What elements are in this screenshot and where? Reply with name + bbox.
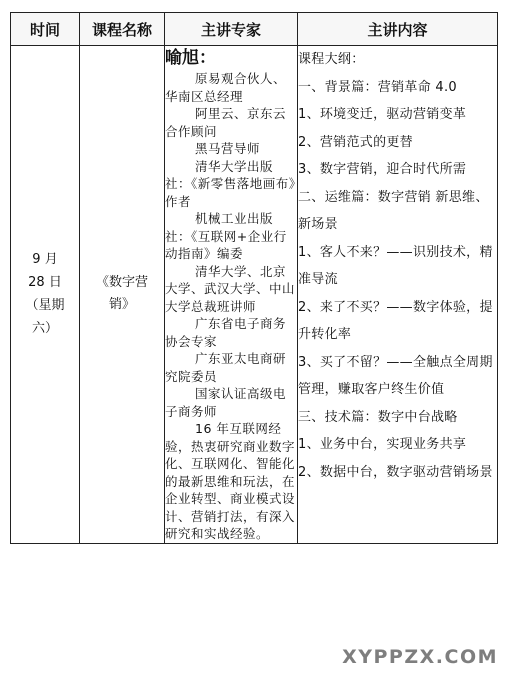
outline-line: 2、来了不买？——数字体验，提升转化率 (298, 299, 493, 342)
header-row (11, 13, 498, 46)
expert-bio-line: 清华大学、北京大学、武汉大学、中山大学总裁班讲师 (165, 263, 296, 314)
expert-bio-line: 16 年互联网经验，热衷研究商业数字化、互联网化、智能化的最新思维和玩法，在企业转型、商业模式设计、营销打法，有深入研究和实战经验。 (165, 421, 296, 541)
schedule-table (10, 12, 498, 544)
course-name-line: 《数字营 (95, 275, 148, 291)
header-content: 主讲内容 (298, 13, 498, 46)
time-line: 六） (31, 321, 58, 337)
table-row (11, 46, 498, 544)
outline-line: 2、营销范式的更替 (298, 134, 413, 150)
course-name-cell (80, 46, 165, 544)
time-line: （星期 (25, 298, 65, 314)
outline-line: 1、业务中台，实现业务共享 (298, 437, 467, 452)
expert-bio-line: 广东亚太电商研究院委员 (165, 351, 287, 384)
watermark: XYPPZX.COM (342, 646, 498, 668)
header-course-name: 课程名称 (80, 13, 165, 46)
content-cell (298, 46, 498, 544)
expert-bio-line: 清华大学出版社：《新零售落地画布》作者 (165, 158, 296, 209)
outline-line: 课程大纲： (298, 52, 365, 67)
expert-bio-line: 广东省电子商务协会专家 (165, 316, 287, 349)
expert-bio-line: 机械工业出版社：《互联网+企业行动指南》编委 (165, 211, 287, 261)
expert-name: 喻旭： (165, 48, 216, 68)
outline-line: 二、运维篇：数字营销 新思维、新场景 (298, 189, 489, 232)
outline-line: 三、技术篇：数字中台战略 (298, 409, 458, 425)
header-time: 时间 (11, 13, 80, 46)
outline-line: 1、客人不来？——识别技术，精准导流 (298, 244, 493, 287)
outline-line: 一、背景篇：营销革命 4.0 (298, 79, 458, 95)
outline-line: 3、数字营销，迎合时代所需 (298, 162, 467, 177)
expert-cell (165, 46, 298, 544)
course-name-line: 销》 (108, 297, 135, 313)
expert-bio-line: 黑马营导师 (195, 141, 261, 156)
expert-bio-line: 阿里云、京东云合作顾问 (165, 106, 287, 139)
outline-line: 2、数据中台，数字驱动营销场景 (298, 464, 493, 480)
time-line: 9 月 (32, 252, 58, 268)
outline-line: 3、买了不留？——全触点全周期管理，赚取客户终生价值 (298, 354, 493, 397)
header-expert: 主讲专家 (165, 13, 298, 46)
expert-bio-line: 国家认证高级电子商务师 (165, 386, 287, 419)
time-line: 28 日 (28, 275, 62, 291)
time-cell (11, 46, 80, 544)
outline-line: 1、环境变迁，驱动营销变革 (298, 107, 467, 122)
expert-bio-line: 原易观合伙人、华南区总经理 (165, 71, 287, 104)
